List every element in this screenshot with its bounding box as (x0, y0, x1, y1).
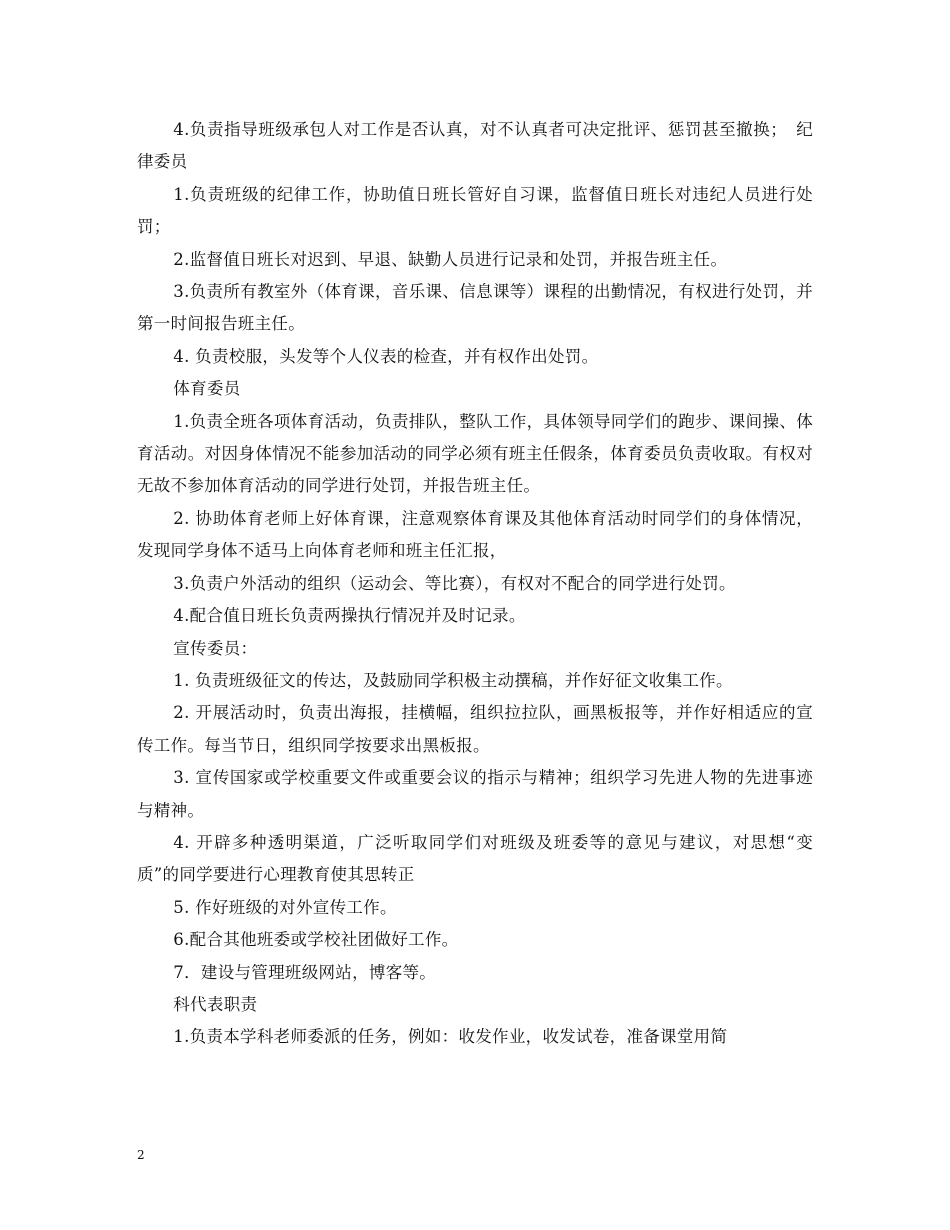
paragraph: 1.负责班级的纪律工作，协助值日班长管好自习课，监督值日班长对违纪人员进行处罚； (137, 184, 813, 237)
paragraph: 2. 协助体育老师上好体育课，注意观察体育课及其他体育活动时同学们的身体情况，发现同学身体不适马上向体育老师和班主任汇报， (137, 508, 813, 561)
paragraph: 3. 宣传国家或学校重要文件或重要会议的指示与精神；组织学习先进人物的先进事迹与精神。 (137, 768, 813, 820)
document-body (137, 114, 813, 1054)
paragraph: 1.负责本学科老师委派的任务，例如：收发作业，收发试卷，准备课堂用简 (173, 1027, 728, 1047)
paragraph: 3.负责户外活动的组织（运动会、等比赛），有权对不配合的同学进行处罚。 (173, 573, 736, 593)
page-number: 2 (137, 1148, 145, 1162)
paragraph: 2.监督值日班长对迟到、早退、缺勤人员进行记录和处罚，并报告班主任。 (173, 249, 728, 269)
paragraph: 1.负责全班各项体育活动，负责排队，整队工作，具体领导同学们的跑步、课间操、体育活动。对因身体情况不能参加活动的同学必须有班主任假条，体育委员负责收取。有权对无故不参加体育活动的同学进行处罚，并报告班主任。 (137, 411, 813, 496)
paragraph: 2. 开展活动时，负责出海报，挂横幅，组织拉拉队，画黑板报等，并作好相适应的宣传工作。每当节日，组织同学按要求出黑板报。 (137, 703, 813, 755)
paragraph: 3.负责所有教室外（体育课，音乐课、信息课等）课程的出勤情况，有权进行处罚，并第一时间报告班主任。 (137, 282, 813, 334)
paragraph: 6.配合其他班委或学校社团做好工作。 (173, 930, 459, 950)
paragraph: 4.负责指导班级承包人对工作是否认真，对不认真者可决定批评、惩罚甚至撤换； 纪律委员 (137, 120, 813, 172)
paragraph: 7．建设与管理班级网站，博客等。 (173, 962, 437, 982)
paragraph: 4. 负责校服，头发等个人仪表的检查，并有权作出处罚。 (173, 346, 599, 366)
paragraph: 5. 作好班级的对外宣传工作。 (173, 897, 397, 917)
paragraph: 4.配合值日班长负责两操执行情况并及时记录。 (173, 606, 526, 626)
section-heading: 科代表职责 (173, 994, 258, 1014)
section-heading: 体育委员 (173, 379, 241, 399)
section-heading: 宣传委员： (173, 638, 258, 658)
paragraph: 1. 负责班级征文的传达，及鼓励同学积极主动撰稿，并作好征文收集工作。 (173, 670, 733, 690)
paragraph: 4. 开辟多种透明渠道，广泛听取同学们对班级及班委等的意见与建议，对思想“变质”的同学要进行心理教育使其思转正 (137, 832, 813, 885)
